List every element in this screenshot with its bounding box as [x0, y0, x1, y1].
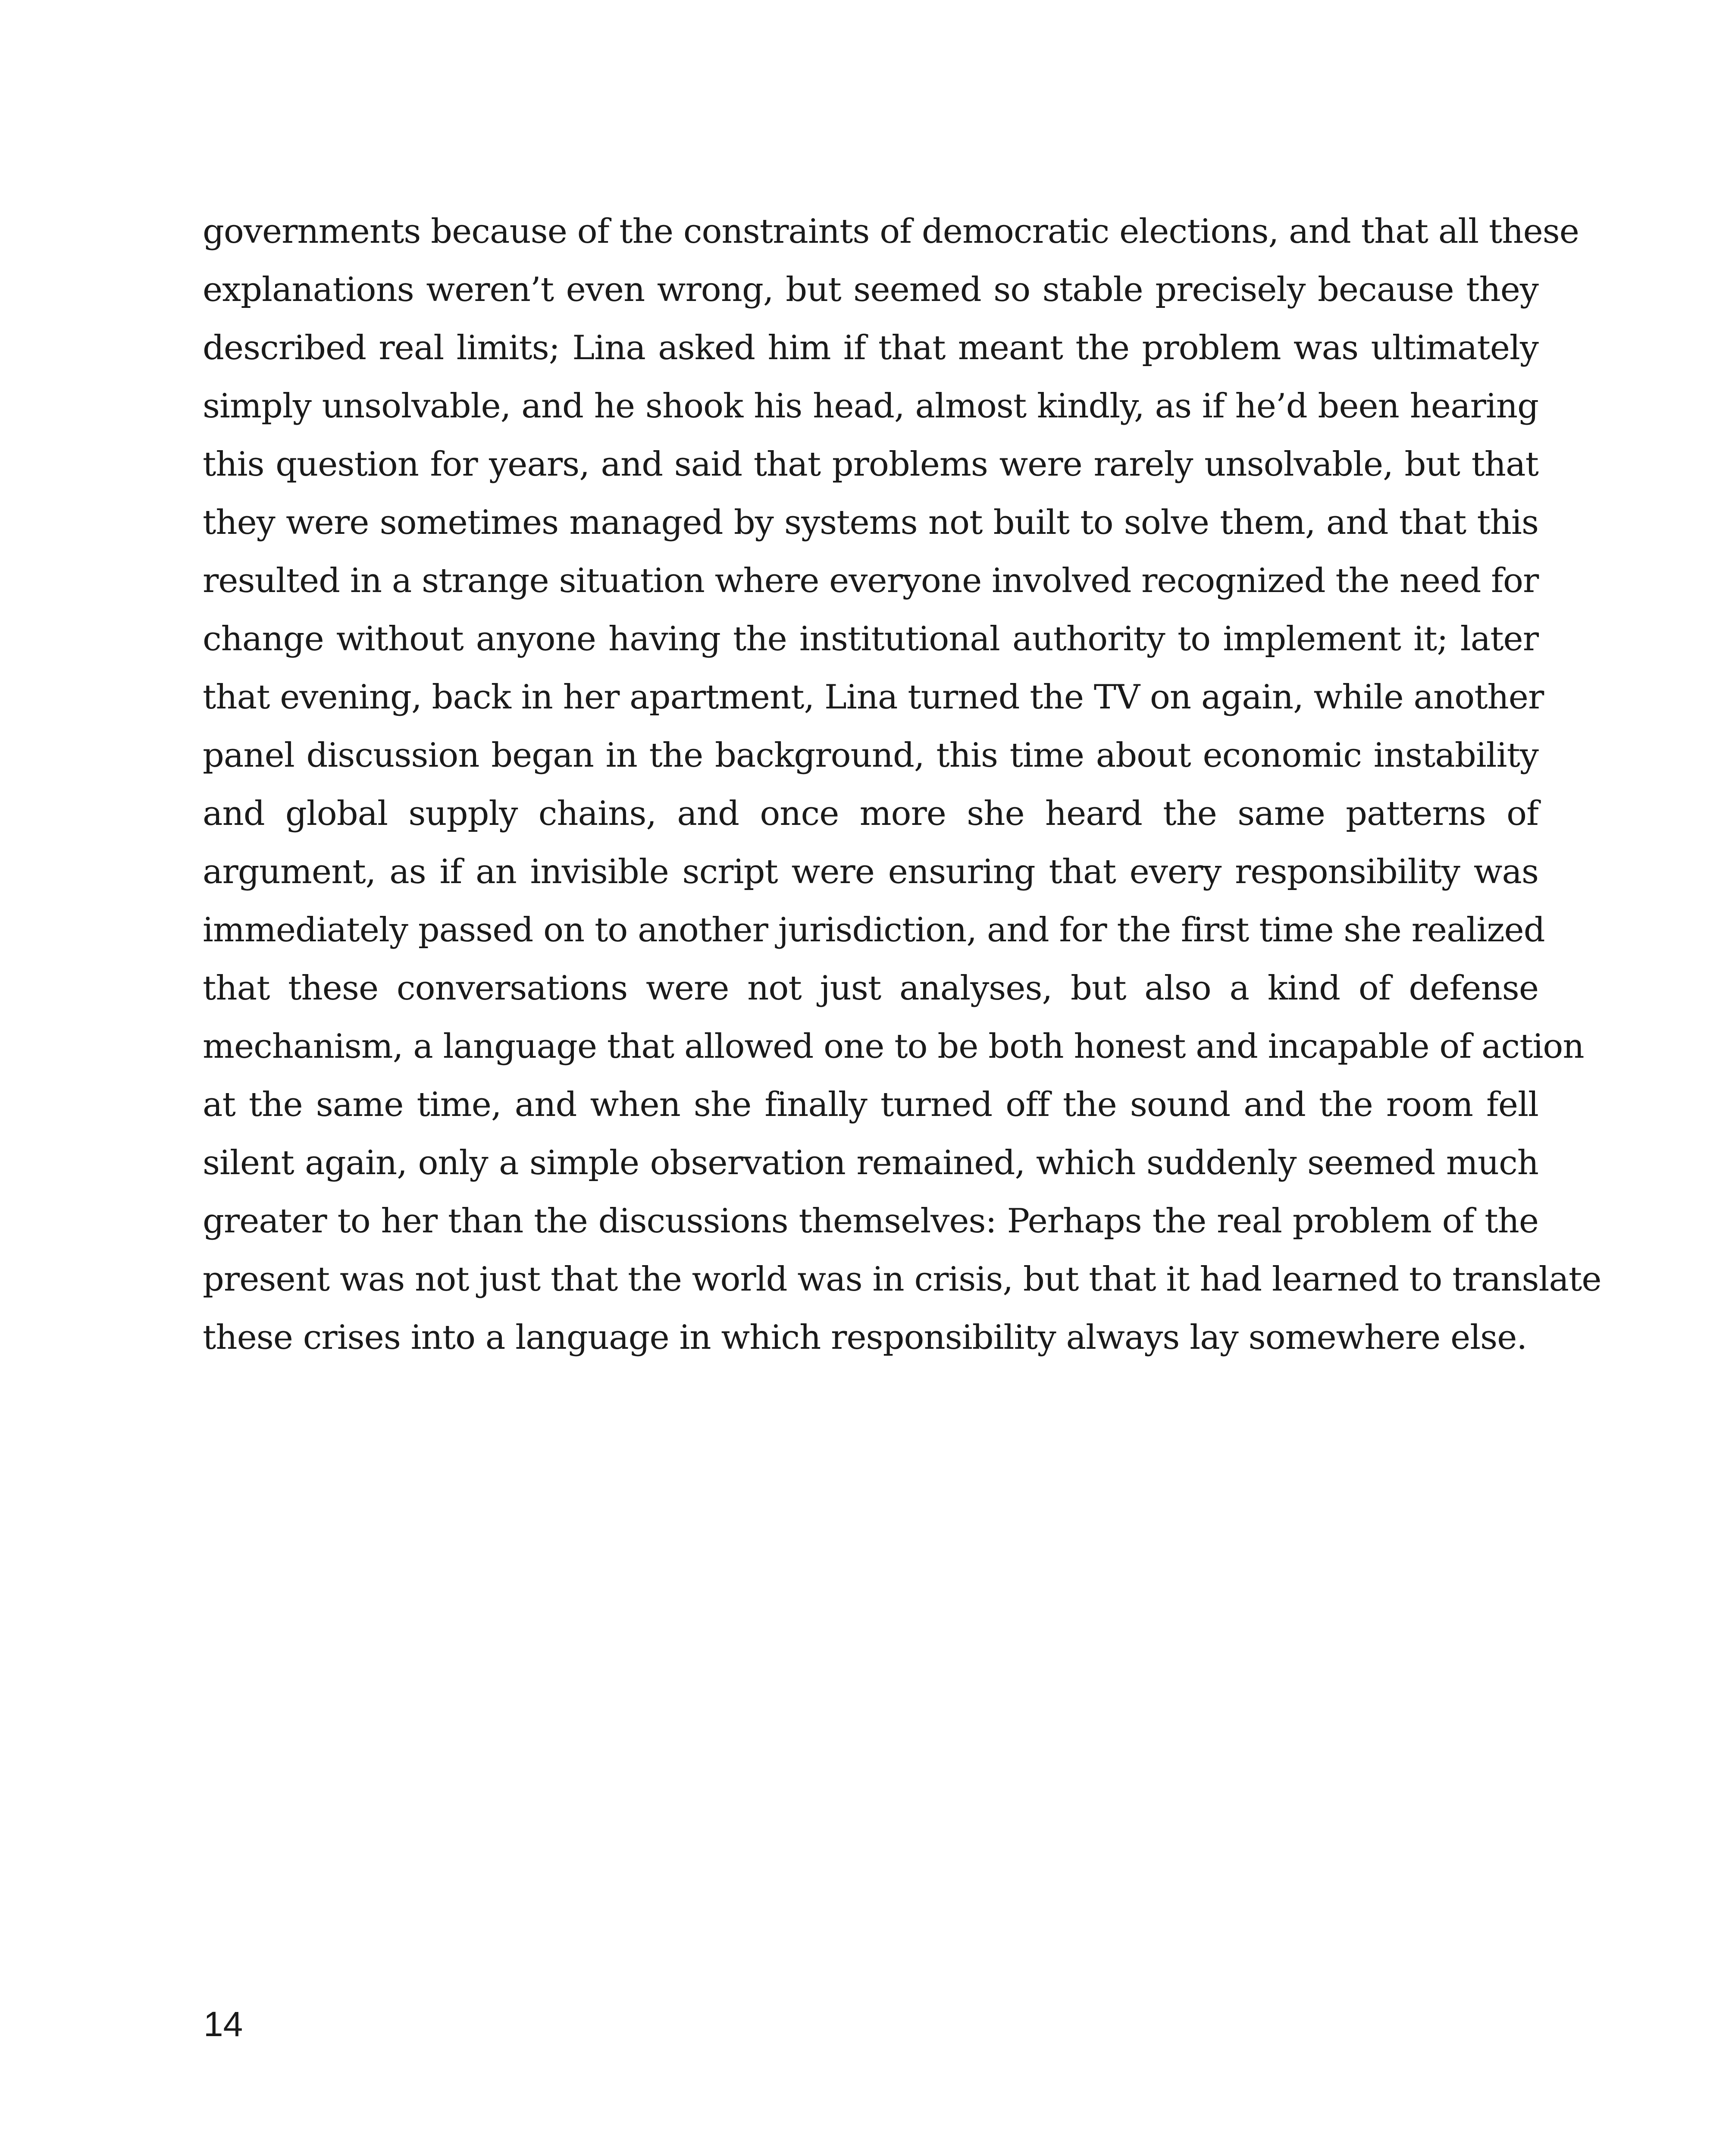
- text-line-9: that evening, back in her apartment, Lina turned the TV on again, while another: [203, 678, 1544, 717]
- text-line-17: silent again, only a simple observation remained, which suddenly seemed much: [203, 1144, 1538, 1182]
- text-line-12: argument, as if an invisible script were ensuring that every responsibility was: [203, 852, 1538, 891]
- text-line-4: simply unsolvable, and he shook his head, almost kindly, as if he’d been hearing: [203, 387, 1538, 426]
- text-line-3: described real limits; Lina asked him if that meant the problem was ultimately: [203, 329, 1538, 367]
- text-line-2: explanations weren’t even wrong, but seemed so stable precisely because they: [203, 270, 1538, 309]
- text-line-13: immediately passed on to another jurisdiction, and for the first time she realized: [203, 911, 1545, 950]
- text-line-10: panel discussion began in the background, this time about economic instability: [203, 736, 1538, 775]
- text-line-20: these crises into a language in which responsibility always lay somewhere else.: [203, 1318, 1527, 1357]
- text-line-6: they were sometimes managed by systems not built to solve them, and that this: [203, 503, 1538, 542]
- text-line-1: governments because of the constraints of democratic elections, and that all these: [203, 212, 1579, 251]
- text-line-19: present was not just that the world was in crisis, but that it had learned to translate: [203, 1260, 1601, 1299]
- page-number: 14: [204, 2005, 243, 2044]
- body-paragraph: [203, 203, 1601, 1367]
- text-line-14: that these conversations were not just analyses, but also a kind of defense: [203, 969, 1538, 1008]
- text-line-18: greater to her than the discussions themselves: Perhaps the real problem of the: [203, 1202, 1538, 1241]
- text-line-15: mechanism, a language that allowed one to be both honest and incapable of action: [203, 1027, 1584, 1066]
- text-line-11: and global supply chains, and once more she heard the same patterns of: [203, 794, 1538, 833]
- text-line-8: change without anyone having the institutional authority to implement it; later: [203, 620, 1538, 658]
- text-line-7: resulted in a strange situation where everyone involved recognized the need for: [203, 561, 1539, 600]
- text-line-5: this question for years, and said that problems were rarely unsolvable, but that: [203, 445, 1538, 484]
- text-line-16: at the same time, and when she finally turned off the sound and the room fell: [203, 1085, 1538, 1124]
